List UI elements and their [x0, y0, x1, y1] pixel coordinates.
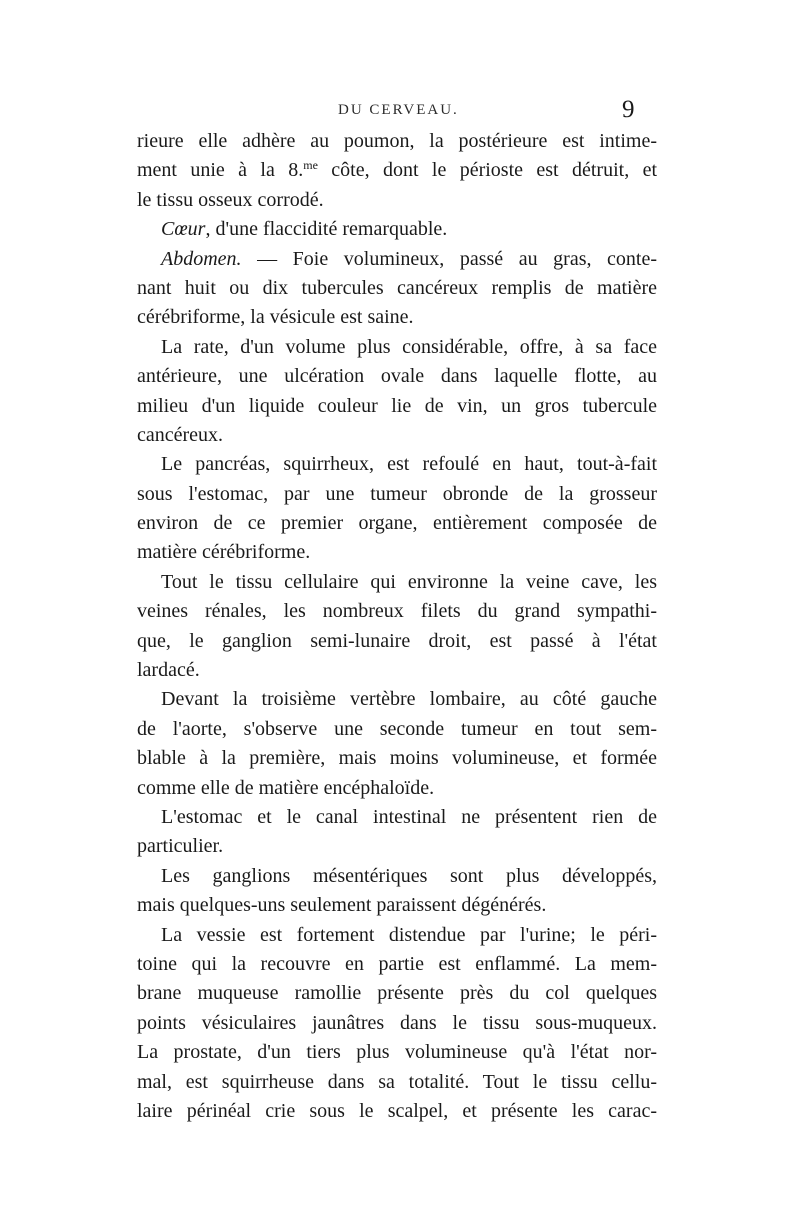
- text-run: sous l'estomac, par une tumeur obronde de la grosseur: [137, 482, 657, 505]
- text-line: [137, 656, 657, 685]
- page-number: 9: [622, 96, 635, 123]
- text-run: antérieure, une ulcération ovale dans laquelle flotte, au: [137, 365, 657, 388]
- text-line: [137, 392, 657, 421]
- text-line: [137, 480, 657, 509]
- text-line: [137, 509, 657, 538]
- text-line: [137, 597, 657, 626]
- running-title: DU CERVEAU.: [338, 102, 459, 118]
- text-run: Le pancréas, squirrheux, est refoulé en haut, tout-à-fait: [161, 453, 657, 476]
- text-run: comme elle de matière encéphaloïde.: [137, 776, 435, 799]
- text-line: [137, 1068, 657, 1097]
- text-run: Devant la troisième vertèbre lombaire, au côté gauche: [161, 688, 657, 711]
- text-run: lardacé.: [137, 659, 200, 682]
- text-run: toine qui la recouvre en partie est enflammé. La mem-: [137, 952, 657, 975]
- text-line: [137, 538, 657, 567]
- text-run: que, le ganglion semi-lunaire droit, est passé à l'état: [137, 629, 657, 652]
- text-run: — Foie volumineux, passé au gras, conte-: [241, 247, 657, 270]
- running-head: [0, 96, 800, 126]
- text-line: [137, 803, 657, 832]
- text-run: particulier.: [137, 835, 224, 858]
- text-run: ment unie à la 8.: [137, 159, 304, 182]
- text-run: La prostate, d'un tiers plus volumineuse qu'à l'état nor-: [137, 1041, 657, 1064]
- text-run: matière cérébriforme.: [137, 541, 311, 564]
- text-line: [137, 921, 657, 950]
- text-run: côte, dont le périoste est détruit, et: [317, 159, 657, 182]
- text-run: points vésiculaires jaunâtres dans le tissu sous-muqueux.: [137, 1011, 657, 1034]
- text-line: [137, 1097, 657, 1126]
- text-run: Les ganglions mésentériques sont plus développés,: [161, 864, 657, 887]
- text-line: [137, 715, 657, 744]
- text-run: mal, est squirrheuse dans sa totalité. Tout le tissu cellu-: [137, 1070, 657, 1093]
- text-line: [137, 685, 657, 714]
- italic-heading: Cœur: [161, 218, 206, 241]
- text-run: le tissu osseux corrodé.: [137, 188, 324, 211]
- text-run: La vessie est fortement distendue par l'urine; le péri-: [161, 923, 657, 946]
- text-line: [137, 744, 657, 773]
- text-run: laire périnéal crie sous le scalpel, et présente les carac-: [137, 1099, 657, 1122]
- text-run: cancéreux.: [137, 423, 224, 446]
- text-line: [137, 274, 657, 303]
- text-line: [137, 303, 657, 332]
- text-run: milieu d'un liquide couleur lie de vin, un gros tubercule: [137, 394, 657, 417]
- body-text: [137, 127, 657, 1126]
- text-line: [137, 215, 657, 244]
- text-line: [137, 127, 657, 156]
- text-line: [137, 362, 657, 391]
- text-line: [137, 245, 657, 274]
- text-line: [137, 979, 657, 1008]
- text-line: [137, 832, 657, 861]
- text-line: [137, 156, 657, 185]
- text-line: [137, 862, 657, 891]
- text-line: [137, 450, 657, 479]
- italic-heading: Abdomen.: [161, 247, 242, 270]
- text-run: environ de ce premier organe, entièrement composée de: [137, 512, 657, 535]
- text-run: brane muqueuse ramollie présente près du col quelques: [137, 982, 657, 1005]
- text-line: [137, 774, 657, 803]
- text-run: rieure elle adhère au poumon, la postérieure est intime-: [137, 130, 657, 152]
- text-run: Tout le tissu cellulaire qui environne la veine cave, les: [161, 570, 657, 593]
- text-run: de l'aorte, s'observe une seconde tumeur en tout sem-: [137, 717, 657, 740]
- text-line: [137, 568, 657, 597]
- text-line: [137, 421, 657, 450]
- text-line: [137, 1038, 657, 1067]
- superscript: me: [303, 158, 318, 173]
- text-run: La rate, d'un volume plus considérable, offre, à sa face: [161, 335, 657, 358]
- text-line: [137, 891, 657, 920]
- text-line: [137, 950, 657, 979]
- text-line: [137, 186, 657, 215]
- text-line: [137, 333, 657, 362]
- text-run: blable à la première, mais moins volumineuse, et formée: [137, 747, 657, 770]
- text-run: cérébriforme, la vésicule est saine.: [137, 306, 414, 329]
- text-line: [137, 627, 657, 656]
- text-run: , d'une flaccidité remarquable.: [205, 218, 448, 241]
- text-run: nant huit ou dix tubercules cancéreux remplis de matière: [137, 276, 657, 299]
- text-run: L'estomac et le canal intestinal ne présentent rien de: [161, 805, 657, 828]
- text-line: [137, 1009, 657, 1038]
- text-run: mais quelques-uns seulement paraissent dégénérés.: [137, 894, 547, 917]
- text-run: veines rénales, les nombreux filets du grand sympathi-: [137, 600, 657, 623]
